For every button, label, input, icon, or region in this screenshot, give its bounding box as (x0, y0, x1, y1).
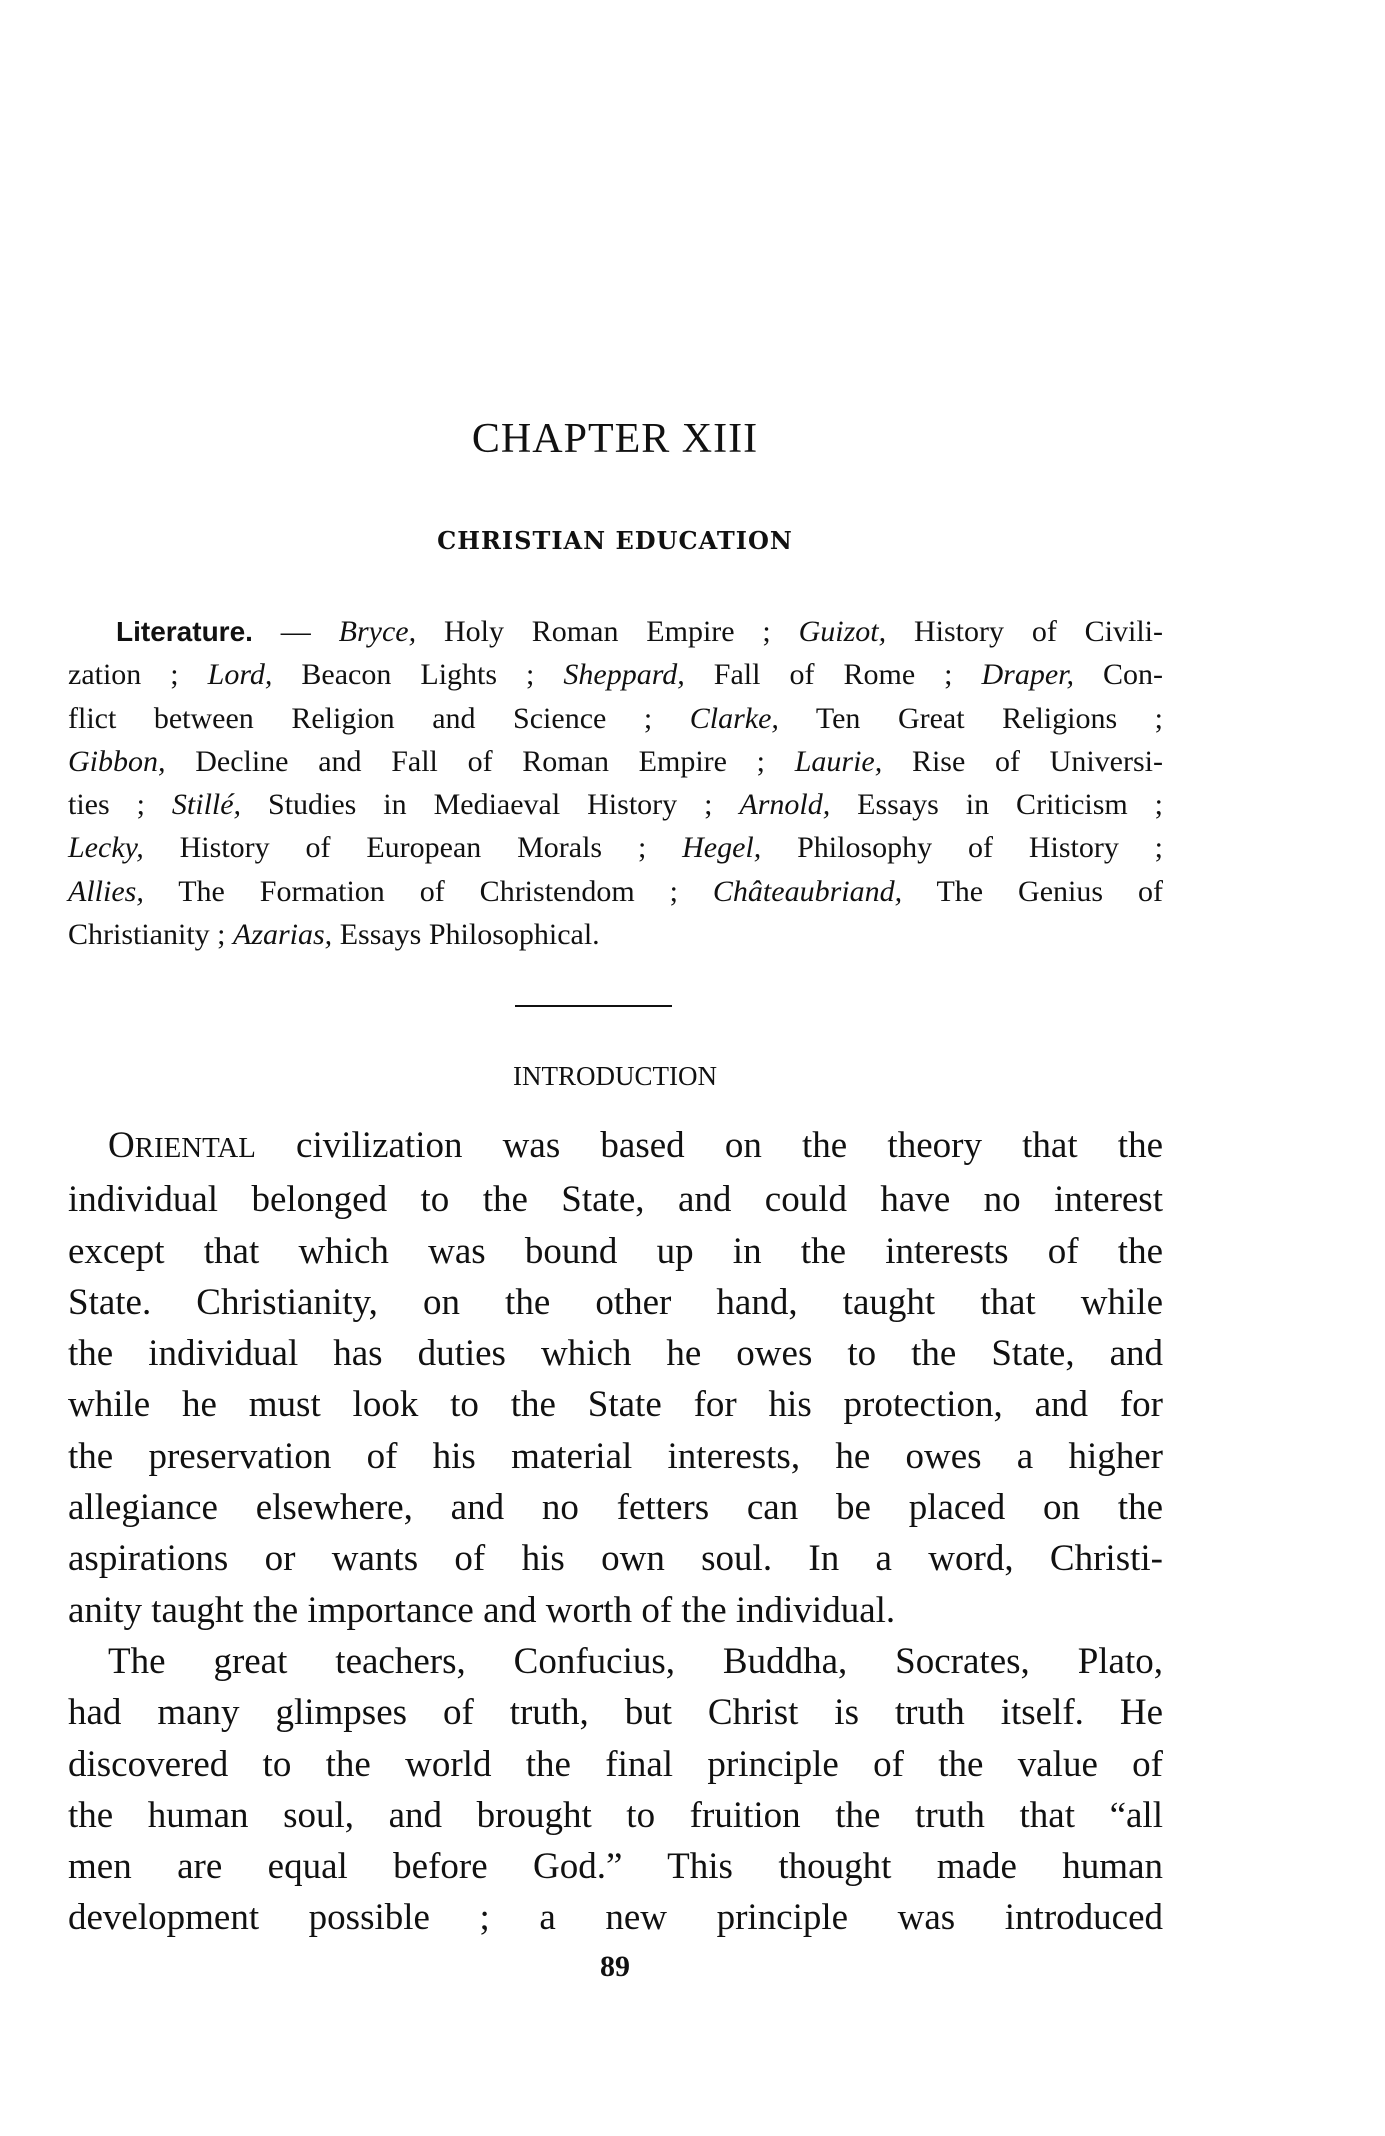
literature-label: Literature. (116, 616, 253, 647)
author-name: Lord, (207, 658, 273, 692)
literature-line (68, 740, 1163, 783)
body-line (68, 1739, 1163, 1790)
text-run: civilization was based on the theory that the (255, 1125, 1163, 1166)
body-line (68, 1687, 1163, 1738)
text-run: Studies in Mediaeval History ; (241, 788, 740, 822)
literature-line (68, 610, 1163, 653)
text-run: allegiance elsewhere, and no fetters can be placed on the (68, 1487, 1163, 1529)
text-run: ties ; (68, 788, 172, 822)
literature-line (68, 826, 1163, 869)
text-run: Decline and Fall of Roman Empire ; (165, 744, 795, 778)
text-run: anity taught the importance and worth of the individual. (68, 1589, 896, 1631)
body-line (68, 1226, 1163, 1277)
author-name: Clarke, (689, 701, 779, 735)
text-run: zation ; (68, 658, 208, 692)
author-name: Châteaubriand, (712, 874, 903, 908)
body-line (68, 1585, 1163, 1636)
author-name: Draper, (981, 658, 1075, 692)
author-name: Azarias, (233, 918, 333, 952)
text-run: except that which was bound up in the interests of the (68, 1230, 1163, 1272)
text-run: Fall of Rome ; (684, 658, 982, 692)
text-run: History of European Morals ; (143, 831, 683, 865)
text-run: State. Christianity, on the other hand, taught that while (68, 1281, 1163, 1323)
text-run: Essays Philosophical. (332, 918, 600, 952)
text-run: while he must look to the State for his protection, and for (68, 1384, 1163, 1426)
author-name: Allies, (68, 874, 144, 908)
chapter-subtitle: CHRISTIAN EDUCATION (437, 526, 793, 555)
text-run: aspirations or wants of his own soul. In a word, Christi- (68, 1538, 1163, 1580)
text-run: Con- (1074, 658, 1164, 692)
text-run: Rise of Universi- (882, 744, 1163, 778)
body-line (68, 1636, 1163, 1687)
literature-line (68, 653, 1163, 696)
text-run: The Genius of (902, 874, 1163, 908)
body-line (68, 1482, 1163, 1533)
body-line (68, 1790, 1163, 1841)
author-name: Lecky, (68, 831, 144, 865)
page-number: 89 (600, 1950, 630, 1983)
text-run: — (252, 615, 339, 648)
body-line (68, 1277, 1163, 1328)
text-run: men are equal before God.” This thought made human (68, 1846, 1163, 1888)
body-line (68, 1841, 1163, 1892)
literature-line (68, 783, 1163, 826)
text-run: development possible ; a new principle was introduced (68, 1897, 1163, 1939)
literature-line (68, 697, 1163, 740)
author-name: Guizot, (798, 615, 887, 648)
author-name: Stillé, (171, 788, 242, 822)
author-name: Sheppard, (563, 658, 685, 692)
section-divider (515, 1005, 672, 1007)
literature-line (68, 913, 1163, 956)
text-run: Holy Roman Empire ; (416, 615, 799, 648)
body-line (68, 1892, 1163, 1943)
author-name: Bryce, (338, 615, 417, 648)
body-line (68, 1174, 1163, 1225)
text-run: discovered to the world the final principle of the value of (68, 1743, 1163, 1785)
text-run: had many glimpses of truth, but Christ is truth itself. He (68, 1692, 1163, 1734)
text-run: the preservation of his material interests, he owes a higher (68, 1435, 1163, 1477)
text-run: O (108, 1125, 135, 1166)
author-name: Arnold, (739, 788, 831, 822)
body-text (68, 1120, 1163, 1944)
text-run: Essays in Criticism ; (830, 788, 1164, 822)
text-run: Beacon Lights ; (272, 658, 564, 692)
text-run: the human soul, and brought to fruition the truth that “all (68, 1794, 1163, 1836)
text-run: Philosophy of History ; (761, 831, 1163, 865)
body-line (68, 1431, 1163, 1482)
author-name: Gibbon, (68, 744, 166, 778)
text-run: The great teachers, Confucius, Buddha, Socrates, Plato, (108, 1640, 1163, 1682)
text-run: Christianity ; (68, 918, 233, 952)
body-line (68, 1120, 1163, 1174)
text-run: the individual has duties which he owes to the State, and (68, 1333, 1163, 1375)
text-run: individual belonged to the State, and could have no interest (68, 1179, 1163, 1221)
text-run: History of Civili- (886, 615, 1164, 648)
literature-line (68, 870, 1163, 913)
body-line (68, 1379, 1163, 1430)
text-run: RIENTAL (134, 1132, 256, 1164)
body-line (68, 1533, 1163, 1584)
text-run: Ten Great Religions ; (778, 701, 1163, 735)
author-name: Laurie, (794, 744, 883, 778)
chapter-title: CHAPTER XIII (471, 416, 759, 462)
section-heading: INTRODUCTION (513, 1061, 717, 1091)
text-run: The Formation of Christendom ; (143, 874, 713, 908)
text-run: flict between Religion and Science ; (68, 701, 690, 735)
body-line (68, 1328, 1163, 1379)
literature-paragraph (68, 610, 1163, 956)
author-name: Hegel, (682, 831, 762, 865)
